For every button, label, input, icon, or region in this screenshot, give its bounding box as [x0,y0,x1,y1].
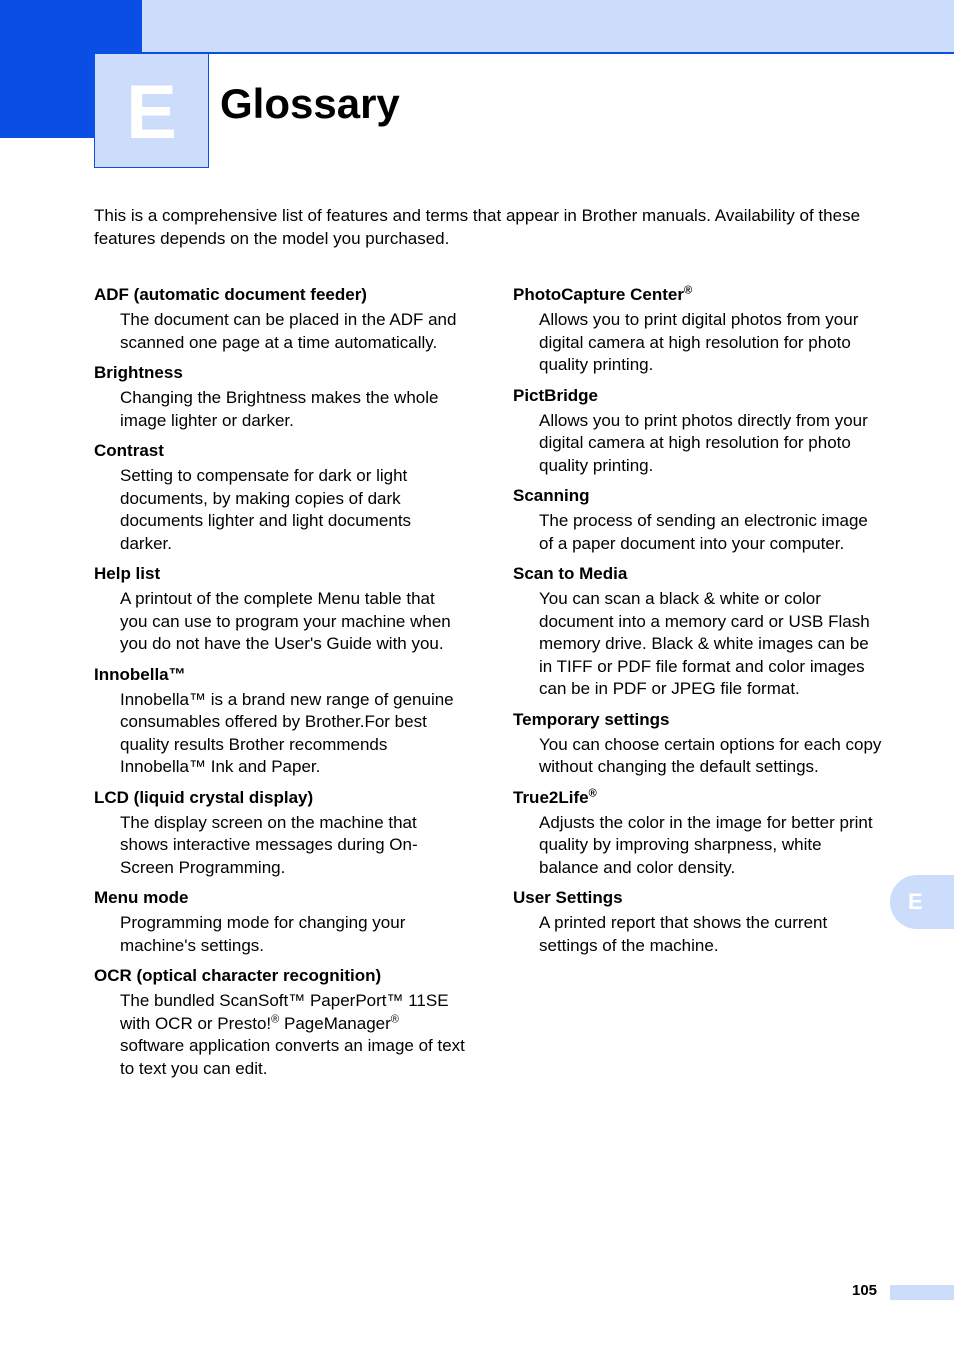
footer-bar [890,1285,954,1300]
glossary-entry [513,887,883,957]
definition-text: The bundled ScanSoft™ PaperPort™ 11SE with OCR or Presto! [120,991,449,1033]
glossary-definition: The display screen on the machine that shows interactive messages during On-Screen Programming. [120,812,418,877]
header-rule [142,52,954,54]
glossary-entry [513,709,883,779]
glossary-definition: A printed report that shows the current settings of the machine. [539,913,828,955]
registered-mark: ® [390,1012,399,1025]
glossary-definition: You can scan a black & white or color document into a memory card or USB Flash memory drive. Black & white images can be in TIFF or PDF file format and color images can be in PDF or JPEG file format. [539,589,870,698]
glossary-term: User Settings [513,888,623,907]
glossary-entry [513,787,883,880]
term-text: PhotoCapture Center [513,285,684,304]
definition-text: software application converts an image of text to text you can edit. [120,1036,465,1078]
glossary-definition: You can choose certain options for each copy without changing the default settings. [539,734,882,776]
glossary-right-column [513,284,883,965]
registered-mark: ® [683,284,693,297]
chapter-letter: E [126,69,177,155]
chapter-badge [94,53,209,168]
glossary-term: LCD (liquid crystal display) [94,787,314,807]
glossary-definition: Setting to compensate for dark or light documents, by making copies of dark documents lighter and light documents darker. [120,466,412,553]
glossary-term [513,787,883,808]
glossary-entry [94,887,464,957]
glossary-entry [513,284,883,377]
glossary-term: Innobella™ [94,664,186,684]
glossary-definition: A printout of the complete Menu table that you can use to program your machine when you do not have the User's Guide with you. [120,589,451,653]
glossary-term [513,284,883,305]
glossary-term: Brightness [94,363,183,382]
glossary-definition: Adjusts the color in the image for better print quality by improving sharpness, white balance and color density. [539,812,873,877]
glossary-term: Help list [94,564,161,583]
registered-mark: ® [271,1012,280,1025]
glossary-definition: The process of sending an electronic image of a paper document into your computer. [539,511,868,553]
glossary-definition: Allows you to print photos directly from your digital camera at high resolution for photo quality printing. [539,410,868,475]
glossary-term: OCR (optical character recognition) [94,966,382,985]
page-number: 105 [852,1282,878,1299]
glossary-entry [94,965,464,1080]
glossary-entry [94,440,464,555]
glossary-entry [94,284,464,354]
intro-paragraph: This is a comprehensive list of features and terms that appear in Brother manuals. Availability of these features depends on the model you purchased. [94,206,861,248]
glossary-definition: Innobella™ is a brand new range of genuine consumables offered by Brother.For best quality results Brother recommends Innobella™ Ink and Paper. [120,689,454,776]
header-band [142,0,954,52]
glossary-definition: Programming mode for changing your machine's settings. [120,913,406,955]
glossary-entry [94,362,464,432]
definition-text: PageManager [279,1013,391,1033]
term-text: True2Life [513,787,589,807]
glossary-term: Temporary settings [513,709,670,729]
glossary-entry [94,787,464,880]
chapter-side-tab [890,875,954,929]
glossary-term: Contrast [94,441,164,460]
glossary-definition [120,990,465,1080]
glossary-entry [94,664,464,779]
glossary-definition: The document can be placed in the ADF and scanned one page at a time automatically. [120,310,457,352]
glossary-entry [513,485,883,555]
page-title: Glossary [220,80,400,127]
glossary-entry [513,563,883,701]
glossary-definition: Changing the Brightness makes the whole image lighter or darker. [120,388,439,430]
glossary-term: ADF (automatic document feeder) [94,285,367,304]
glossary-left-column [94,284,464,1088]
glossary-entry [94,563,464,656]
glossary-term: PictBridge [513,385,599,405]
glossary-term: Menu mode [94,888,189,907]
glossary-definition: Allows you to print digital photos from your digital camera at high resolution for photo quality printing. [539,310,859,374]
side-tab-letter: E [908,889,923,914]
glossary-term: Scan to Media [513,564,628,583]
glossary-entry [513,385,883,478]
registered-mark: ® [588,786,597,799]
glossary-term: Scanning [513,486,590,505]
